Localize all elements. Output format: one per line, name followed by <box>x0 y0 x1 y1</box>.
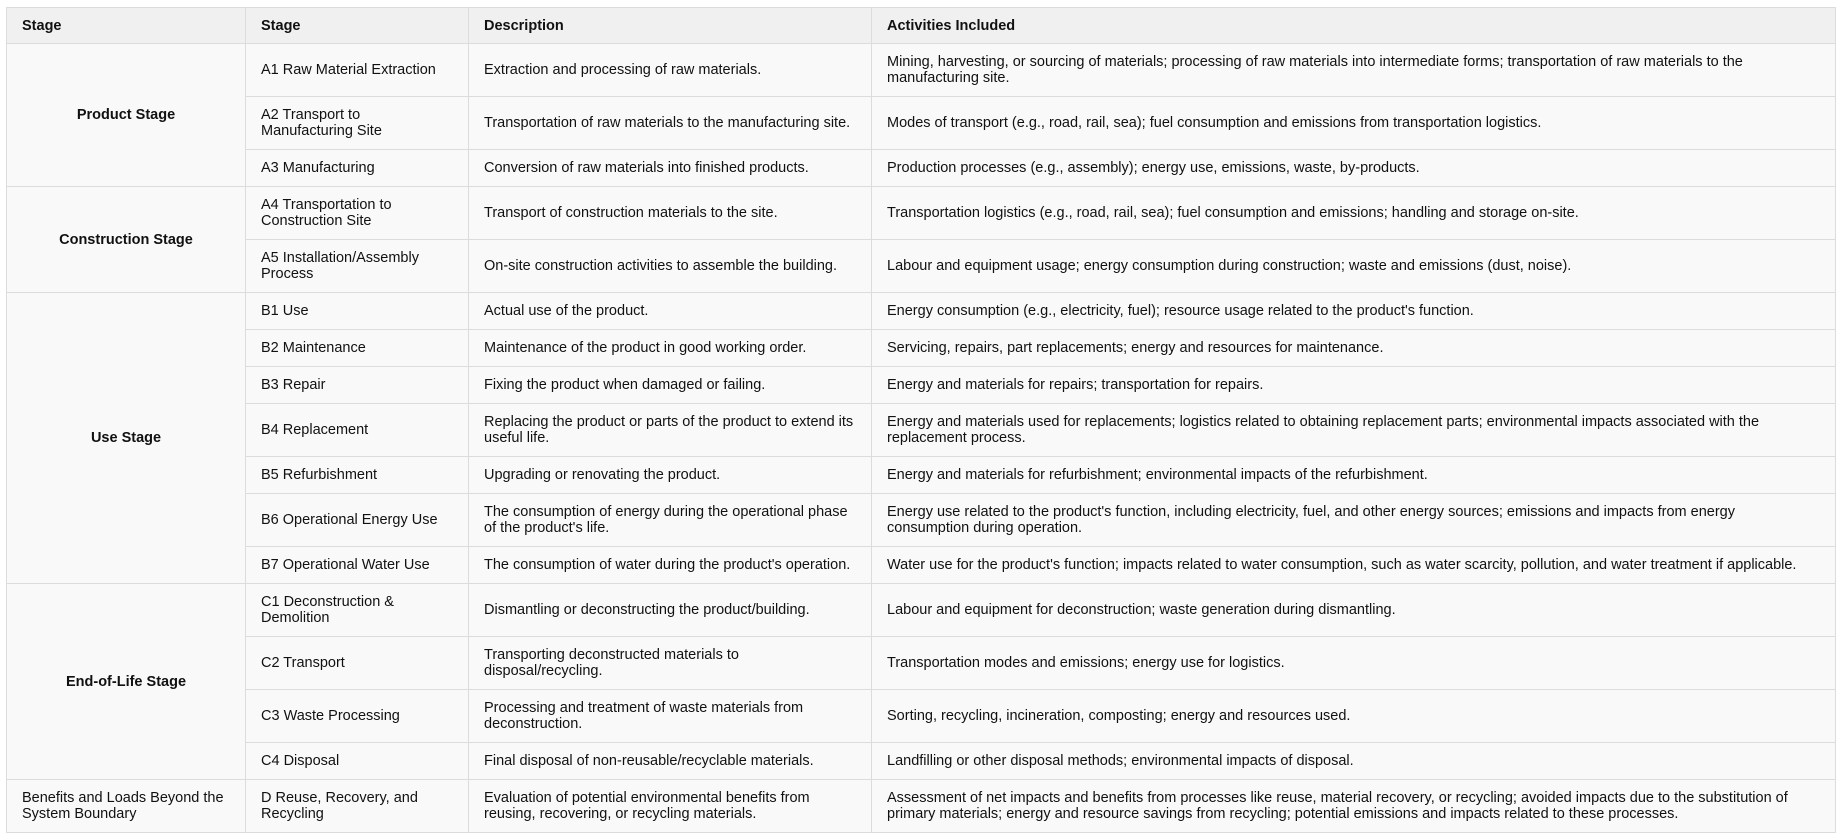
activities-cell: Transportation modes and emissions; energy use for logistics. <box>872 637 1836 690</box>
description-cell: Transporting deconstructed materials to disposal/recycling. <box>469 637 872 690</box>
table-row <box>7 637 1836 690</box>
table-row <box>7 150 1836 187</box>
table-header <box>7 8 1836 44</box>
activities-cell: Energy and materials used for replacements; logistics related to obtaining replacement parts; environmental impacts associated with the replacement process. <box>872 404 1836 457</box>
description-cell: On-site construction activities to assemble the building. <box>469 240 872 293</box>
description-cell: Conversion of raw materials into finished products. <box>469 150 872 187</box>
activities-cell: Water use for the product's function; impacts related to water consumption, such as water scarcity, pollution, and water treatment if applicable. <box>872 547 1836 584</box>
activities-cell: Assessment of net impacts and benefits from processes like reuse, material recovery, or recycling; avoided impacts due to the substitution of primary materials; energy and resource savings from recycling; potential emissions and impacts related to these processes. <box>872 780 1836 833</box>
description-cell: Final disposal of non-reusable/recyclable materials. <box>469 743 872 780</box>
header-stage-module: Stage <box>246 8 469 44</box>
activities-cell: Servicing, repairs, part replacements; energy and resources for maintenance. <box>872 330 1836 367</box>
description-cell: Extraction and processing of raw materials. <box>469 44 872 97</box>
description-cell: The consumption of water during the product's operation. <box>469 547 872 584</box>
activities-cell: Labour and equipment usage; energy consumption during construction; waste and emissions (dust, noise). <box>872 240 1836 293</box>
table-row <box>7 240 1836 293</box>
description-cell: Actual use of the product. <box>469 293 872 330</box>
activities-cell: Production processes (e.g., assembly); energy use, emissions, waste, by-products. <box>872 150 1836 187</box>
lifecycle-stages-table <box>6 7 1836 833</box>
activities-cell: Energy consumption (e.g., electricity, fuel); resource usage related to the product's function. <box>872 293 1836 330</box>
activities-cell: Energy and materials for repairs; transportation for repairs. <box>872 367 1836 404</box>
activities-cell: Sorting, recycling, incineration, composting; energy and resources used. <box>872 690 1836 743</box>
module-cell: A3 Manufacturing <box>246 150 469 187</box>
description-cell: Upgrading or renovating the product. <box>469 457 872 494</box>
module-cell: B3 Repair <box>246 367 469 404</box>
module-cell: B5 Refurbishment <box>246 457 469 494</box>
table-row <box>7 293 1836 330</box>
table-row <box>7 187 1836 240</box>
module-cell: C1 Deconstruction & Demolition <box>246 584 469 637</box>
description-cell: Dismantling or deconstructing the product/building. <box>469 584 872 637</box>
description-cell: Processing and treatment of waste materials from deconstruction. <box>469 690 872 743</box>
module-cell: D Reuse, Recovery, and Recycling <box>246 780 469 833</box>
module-cell: B2 Maintenance <box>246 330 469 367</box>
table-row <box>7 584 1836 637</box>
description-cell: The consumption of energy during the operational phase of the product's life. <box>469 494 872 547</box>
description-cell: Transport of construction materials to the site. <box>469 187 872 240</box>
description-cell: Transportation of raw materials to the manufacturing site. <box>469 97 872 150</box>
lifecycle-table-container <box>6 7 1835 833</box>
module-cell: B1 Use <box>246 293 469 330</box>
description-cell: Evaluation of potential environmental benefits from reusing, recovering, or recycling materials. <box>469 780 872 833</box>
description-cell: Replacing the product or parts of the product to extend its useful life. <box>469 404 872 457</box>
table-row <box>7 44 1836 97</box>
activities-cell: Landfilling or other disposal methods; environmental impacts of disposal. <box>872 743 1836 780</box>
module-cell: C2 Transport <box>246 637 469 690</box>
module-cell: A5 Installation/Assembly Process <box>246 240 469 293</box>
table-row <box>7 494 1836 547</box>
header-row <box>7 8 1836 44</box>
table-row <box>7 457 1836 494</box>
module-cell: B6 Operational Energy Use <box>246 494 469 547</box>
activities-cell: Transportation logistics (e.g., road, rail, sea); fuel consumption and emissions; handling and storage on-site. <box>872 187 1836 240</box>
module-cell: B7 Operational Water Use <box>246 547 469 584</box>
module-cell: A4 Transportation to Construction Site <box>246 187 469 240</box>
description-cell: Fixing the product when damaged or failing. <box>469 367 872 404</box>
table-row <box>7 780 1836 833</box>
header-description: Description <box>469 8 872 44</box>
table-row <box>7 330 1836 367</box>
activities-cell: Labour and equipment for deconstruction; waste generation during dismantling. <box>872 584 1836 637</box>
table-row <box>7 547 1836 584</box>
stage-group-cell: Product Stage <box>7 44 246 187</box>
table-row <box>7 404 1836 457</box>
stage-group-cell: Use Stage <box>7 293 246 584</box>
stage-group-cell: Benefits and Loads Beyond the System Boundary <box>7 780 246 833</box>
header-stage-group: Stage <box>7 8 246 44</box>
activities-cell: Energy use related to the product's function, including electricity, fuel, and other energy sources; emissions and impacts from energy consumption during operation. <box>872 494 1836 547</box>
description-cell: Maintenance of the product in good working order. <box>469 330 872 367</box>
module-cell: A2 Transport to Manufacturing Site <box>246 97 469 150</box>
module-cell: C4 Disposal <box>246 743 469 780</box>
activities-cell: Mining, harvesting, or sourcing of materials; processing of raw materials into intermediate forms; transportation of raw materials to the manufacturing site. <box>872 44 1836 97</box>
module-cell: A1 Raw Material Extraction <box>246 44 469 97</box>
table-row <box>7 690 1836 743</box>
module-cell: C3 Waste Processing <box>246 690 469 743</box>
table-row <box>7 743 1836 780</box>
stage-group-cell: End-of-Life Stage <box>7 584 246 780</box>
table-row <box>7 97 1836 150</box>
module-cell: B4 Replacement <box>246 404 469 457</box>
stage-group-cell: Construction Stage <box>7 187 246 293</box>
activities-cell: Modes of transport (e.g., road, rail, sea); fuel consumption and emissions from transportation logistics. <box>872 97 1836 150</box>
header-activities: Activities Included <box>872 8 1836 44</box>
activities-cell: Energy and materials for refurbishment; environmental impacts of the refurbishment. <box>872 457 1836 494</box>
table-row <box>7 367 1836 404</box>
table-body <box>7 44 1836 833</box>
